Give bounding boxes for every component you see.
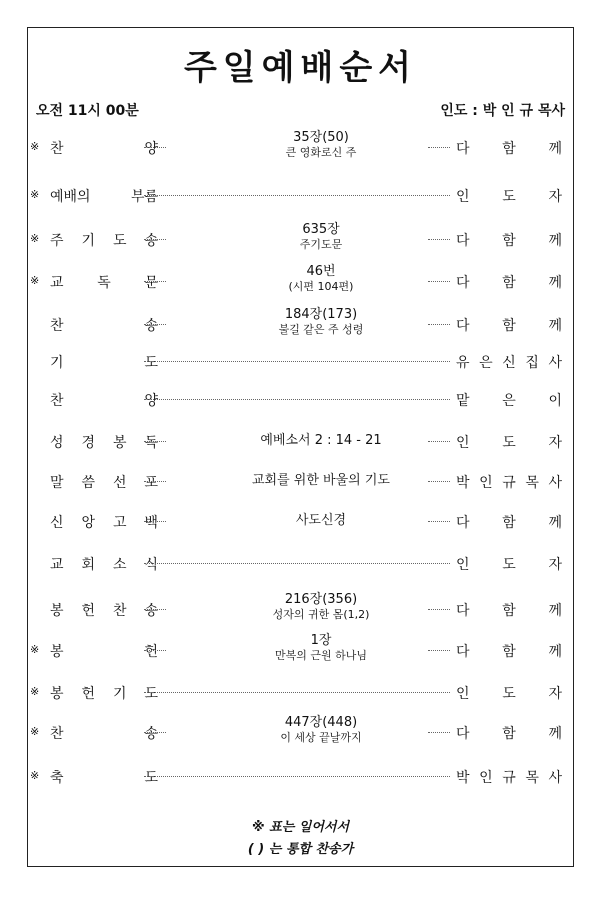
item-detail-text: 교회를 위한 바울의 기도 xyxy=(252,473,390,488)
order-item-name: 신 앙 고 백 xyxy=(50,515,158,531)
service-leader: 인도 : 박 인 규 목사 xyxy=(440,103,565,119)
order-row xyxy=(28,590,573,630)
hymn-number: 35장(50) xyxy=(293,130,349,145)
order-item-name: 찬 양 xyxy=(50,141,158,157)
leader-dots xyxy=(144,361,450,362)
order-item-person: 인 도 자 xyxy=(456,435,562,451)
order-row xyxy=(28,380,573,420)
leader-dots xyxy=(144,239,166,240)
order-item-person: 인 도 자 xyxy=(456,189,562,205)
standing-mark: ※ xyxy=(30,769,40,782)
order-item-person: 박 인 규 목 사 xyxy=(456,770,562,786)
item-detail-text: 예베소서 2 : 14 - 21 xyxy=(260,433,382,448)
order-item-detail xyxy=(194,473,448,489)
order-row xyxy=(28,631,573,671)
order-item-name: 교 독 문 xyxy=(50,275,158,291)
order-item-detail xyxy=(194,592,448,622)
order-item-person: 다 함 께 xyxy=(456,726,562,742)
order-item-person: 다 함 께 xyxy=(456,644,562,660)
hymn-title: 성자의 귀한 몸(1,2) xyxy=(272,608,370,621)
order-item-detail xyxy=(194,633,448,663)
leader-dots xyxy=(144,563,450,564)
order-item-person: 인 도 자 xyxy=(456,686,562,702)
order-item-name: 말 씀 선 포 xyxy=(50,475,158,491)
order-row xyxy=(28,128,573,168)
order-row xyxy=(28,713,573,753)
order-item-person: 다 함 께 xyxy=(456,141,562,157)
hymn-number: 635장 xyxy=(302,222,340,237)
order-item-name: 예배의 부름 xyxy=(50,189,158,205)
hymn-title: 이 세상 끝날까지 xyxy=(280,731,362,744)
hymn-number: 1장 xyxy=(310,633,332,648)
order-item-person: 다 함 께 xyxy=(456,275,562,291)
leader-dots xyxy=(144,521,166,522)
leader-dots xyxy=(144,399,450,400)
order-item-person: 인 도 자 xyxy=(456,557,562,573)
order-item-name: 찬 송 xyxy=(50,318,158,334)
order-row xyxy=(28,176,573,216)
order-row xyxy=(28,462,573,502)
order-row xyxy=(28,757,573,797)
leader-dots xyxy=(144,609,166,610)
order-row xyxy=(28,342,573,382)
leader-dots xyxy=(144,441,166,442)
leader-dots xyxy=(144,692,450,693)
order-item-person: 유 은 신 집 사 xyxy=(456,355,562,371)
standing-mark: ※ xyxy=(30,274,40,287)
footer-note-hymnal: ( ) 는 통합 찬송가 xyxy=(247,842,354,857)
hymn-number: 447장(448) xyxy=(284,715,358,730)
leader-dots xyxy=(144,324,166,325)
order-row xyxy=(28,422,573,462)
standing-mark: ※ xyxy=(30,685,40,698)
bulletin-page xyxy=(27,27,574,867)
order-item-name: 성 경 봉 독 xyxy=(50,435,158,451)
hymn-number: 184장(173) xyxy=(284,307,358,322)
hymn-title: 주기도문 xyxy=(299,238,343,251)
order-item-name: 봉 헌 기 도 xyxy=(50,686,158,702)
hymn-title: 만복의 근원 하나님 xyxy=(274,649,367,662)
order-item-name: 봉 헌 xyxy=(50,644,158,660)
order-item-detail xyxy=(194,513,448,529)
order-row xyxy=(28,502,573,542)
leader-dots xyxy=(144,650,166,651)
service-time: 오전 11시 00분 xyxy=(36,103,139,119)
order-item-person: 다 함 께 xyxy=(456,515,562,531)
order-item-detail xyxy=(194,222,448,252)
order-row xyxy=(28,305,573,345)
leader-dots xyxy=(144,732,166,733)
order-item-person: 다 함 께 xyxy=(456,603,562,619)
order-item-detail xyxy=(194,307,448,337)
order-item-person: 박 인 규 목 사 xyxy=(456,475,562,491)
order-item-name: 찬 송 xyxy=(50,726,158,742)
hymn-number: 46번 xyxy=(306,264,336,279)
standing-mark: ※ xyxy=(30,643,40,656)
order-item-name: 교 회 소 식 xyxy=(50,557,158,573)
order-item-person: 다 함 께 xyxy=(456,233,562,249)
item-detail-text: 사도신경 xyxy=(295,513,347,528)
order-item-person: 다 함 께 xyxy=(456,318,562,334)
leader-dots xyxy=(144,281,166,282)
order-item-name: 찬 양 xyxy=(50,393,158,409)
order-item-detail xyxy=(194,715,448,745)
order-row xyxy=(28,544,573,584)
leader-dots xyxy=(144,147,166,148)
order-item-detail xyxy=(194,433,448,449)
order-row xyxy=(28,262,573,302)
standing-mark: ※ xyxy=(30,188,40,201)
hymn-title: 불길 같은 주 성령 xyxy=(278,323,364,336)
hymn-title: (시편 104편) xyxy=(288,280,354,293)
leader-dots xyxy=(144,481,166,482)
order-item-detail xyxy=(194,130,448,160)
order-item-name: 봉 헌 찬 송 xyxy=(50,603,158,619)
hymn-number: 216장(356) xyxy=(284,592,358,607)
footer-note-standing: ※ 표는 일어서서 xyxy=(251,820,350,835)
leader-dots xyxy=(144,195,450,196)
standing-mark: ※ xyxy=(30,140,40,153)
order-item-name: 주 기 도 송 xyxy=(50,233,158,249)
standing-mark: ※ xyxy=(30,232,40,245)
order-item-detail xyxy=(194,264,448,294)
order-row xyxy=(28,220,573,260)
order-item-name: 축 도 xyxy=(50,770,158,786)
hymn-title: 큰 영화로신 주 xyxy=(285,146,357,159)
order-item-name: 기 도 xyxy=(50,355,158,371)
page-title: 주일예배순서 xyxy=(183,48,418,88)
leader-dots xyxy=(144,776,450,777)
order-item-person: 맡 은 이 xyxy=(456,393,562,409)
order-row xyxy=(28,673,573,713)
standing-mark: ※ xyxy=(30,725,40,738)
